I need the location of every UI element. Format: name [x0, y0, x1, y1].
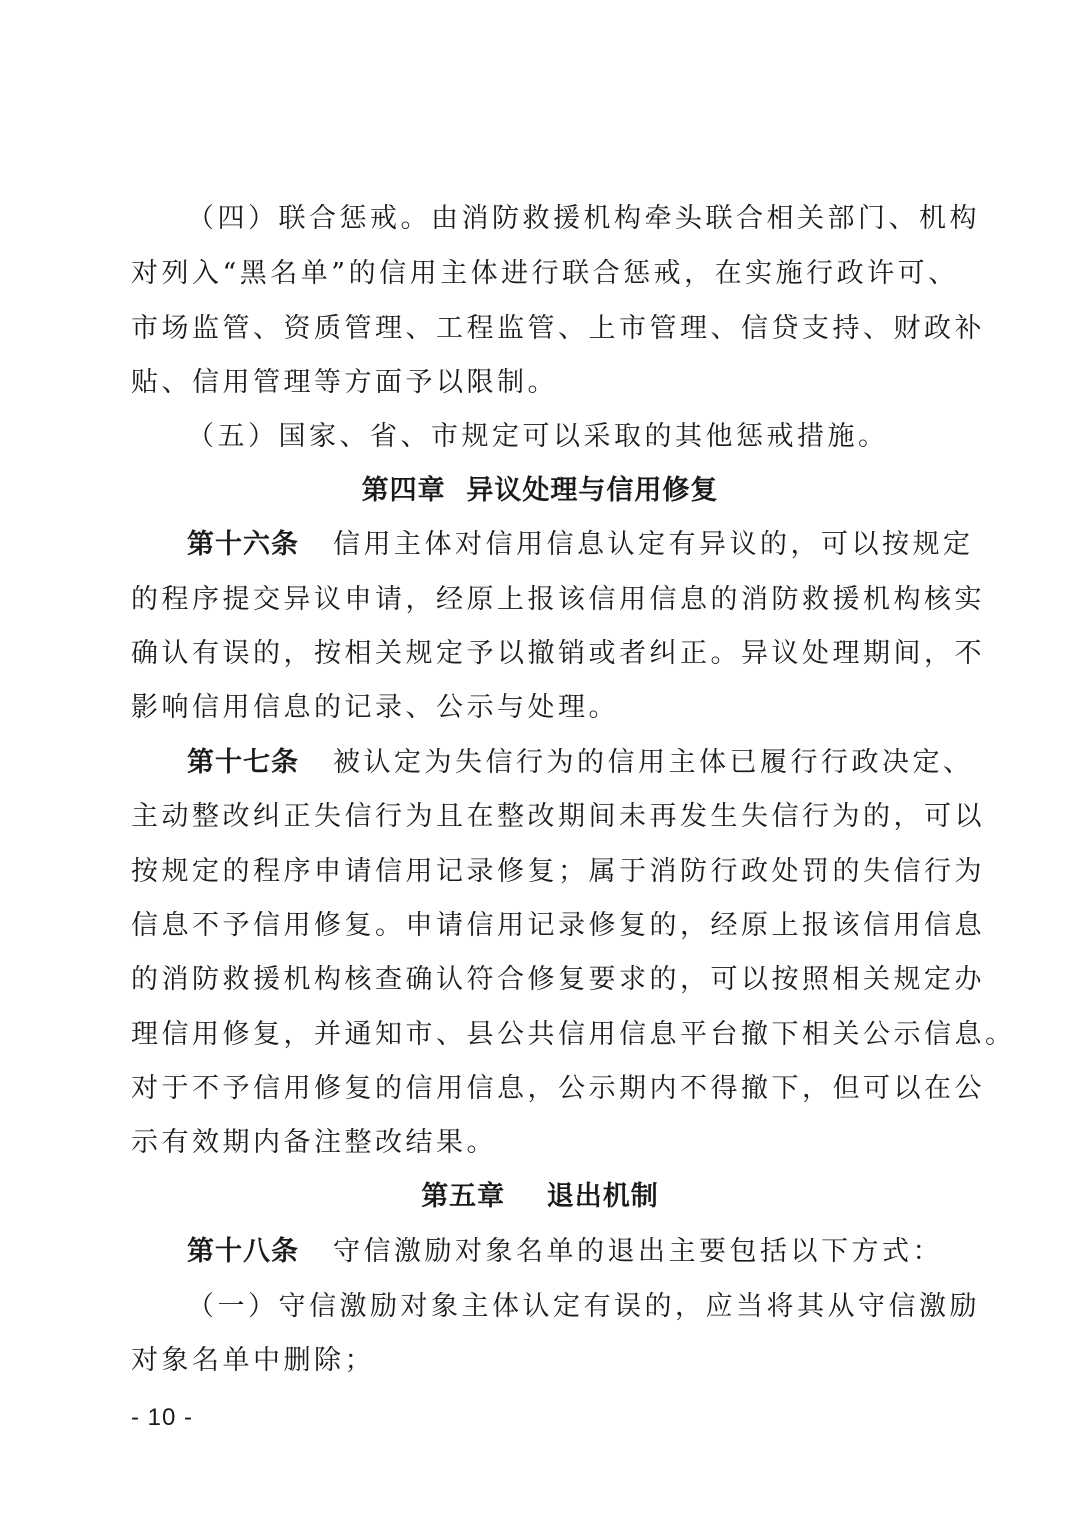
section4-line-2: 对列入“黑名单”的信用主体进行联合惩戒，在实施行政许可、 [131, 258, 959, 289]
section4-line-1: （四）联合惩戒。由消防救援机构牵头联合相关部门、机构 [187, 203, 980, 234]
article16-label: 第十六条 [187, 529, 299, 560]
article16-line-2: 的程序提交异议申请，经原上报该信用信息的消防救援机构核实 [131, 584, 985, 615]
article18-label: 第十八条 [187, 1236, 299, 1267]
article17-line-8: 示有效期内备注整改结果。 [131, 1127, 497, 1158]
article17-label: 第十七条 [187, 747, 299, 778]
article18-line-1 [187, 1225, 951, 1279]
section4-line-4: 贴、信用管理等方面予以限制。 [131, 367, 558, 398]
item1-line-2: 对象名单中删除； [131, 1345, 375, 1376]
article16-line-4: 影响信用信息的记录、公示与处理。 [131, 692, 619, 723]
page-number: - 10 - [131, 1404, 194, 1431]
article18-first-line: 守信激励对象名单的退出主要包括以下方式： [333, 1236, 943, 1267]
article16-line-3: 确认有误的，按相关规定予以撤销或者纠正。异议处理期间，不 [131, 638, 985, 669]
article16-first-line: 信用主体对信用信息认定有异议的，可以按规定 [333, 529, 974, 560]
article17-line-2: 主动整改纠正失信行为且在整改期间未再发生失信行为的，可以 [131, 801, 985, 832]
article17-line-3: 按规定的程序申请信用记录修复；属于消防行政处罚的失信行为 [131, 856, 985, 887]
section5-line: （五）国家、省、市规定可以采取的其他惩戒措施。 [187, 421, 889, 452]
chapter5-heading: 第五章 退出机制 [421, 1181, 659, 1212]
section4-line-3: 市场监管、资质管理、工程监管、上市管理、信贷支持、财政补 [131, 313, 985, 344]
chapter4-heading: 第四章 异议处理与信用修复 [361, 475, 719, 506]
article17-line-6: 理信用修复，并通知市、县公共信用信息平台撤下相关公示信息。 [131, 1019, 1016, 1050]
article16-line-1 [187, 518, 974, 572]
article17-line-1 [187, 736, 974, 790]
article17-line-4: 信息不予信用修复。申请信用记录修复的，经原上报该信用信息 [131, 910, 985, 941]
item1-line-1: （一）守信激励对象主体认定有误的，应当将其从守信激励 [187, 1291, 980, 1322]
article17-first-line: 被认定为失信行为的信用主体已履行行政决定、 [333, 747, 974, 778]
article17-line-7: 对于不予信用修复的信用信息，公示期内不得撤下，但可以在公 [131, 1073, 985, 1104]
article17-line-5: 的消防救援机构核查确认符合修复要求的，可以按照相关规定办 [131, 964, 985, 995]
